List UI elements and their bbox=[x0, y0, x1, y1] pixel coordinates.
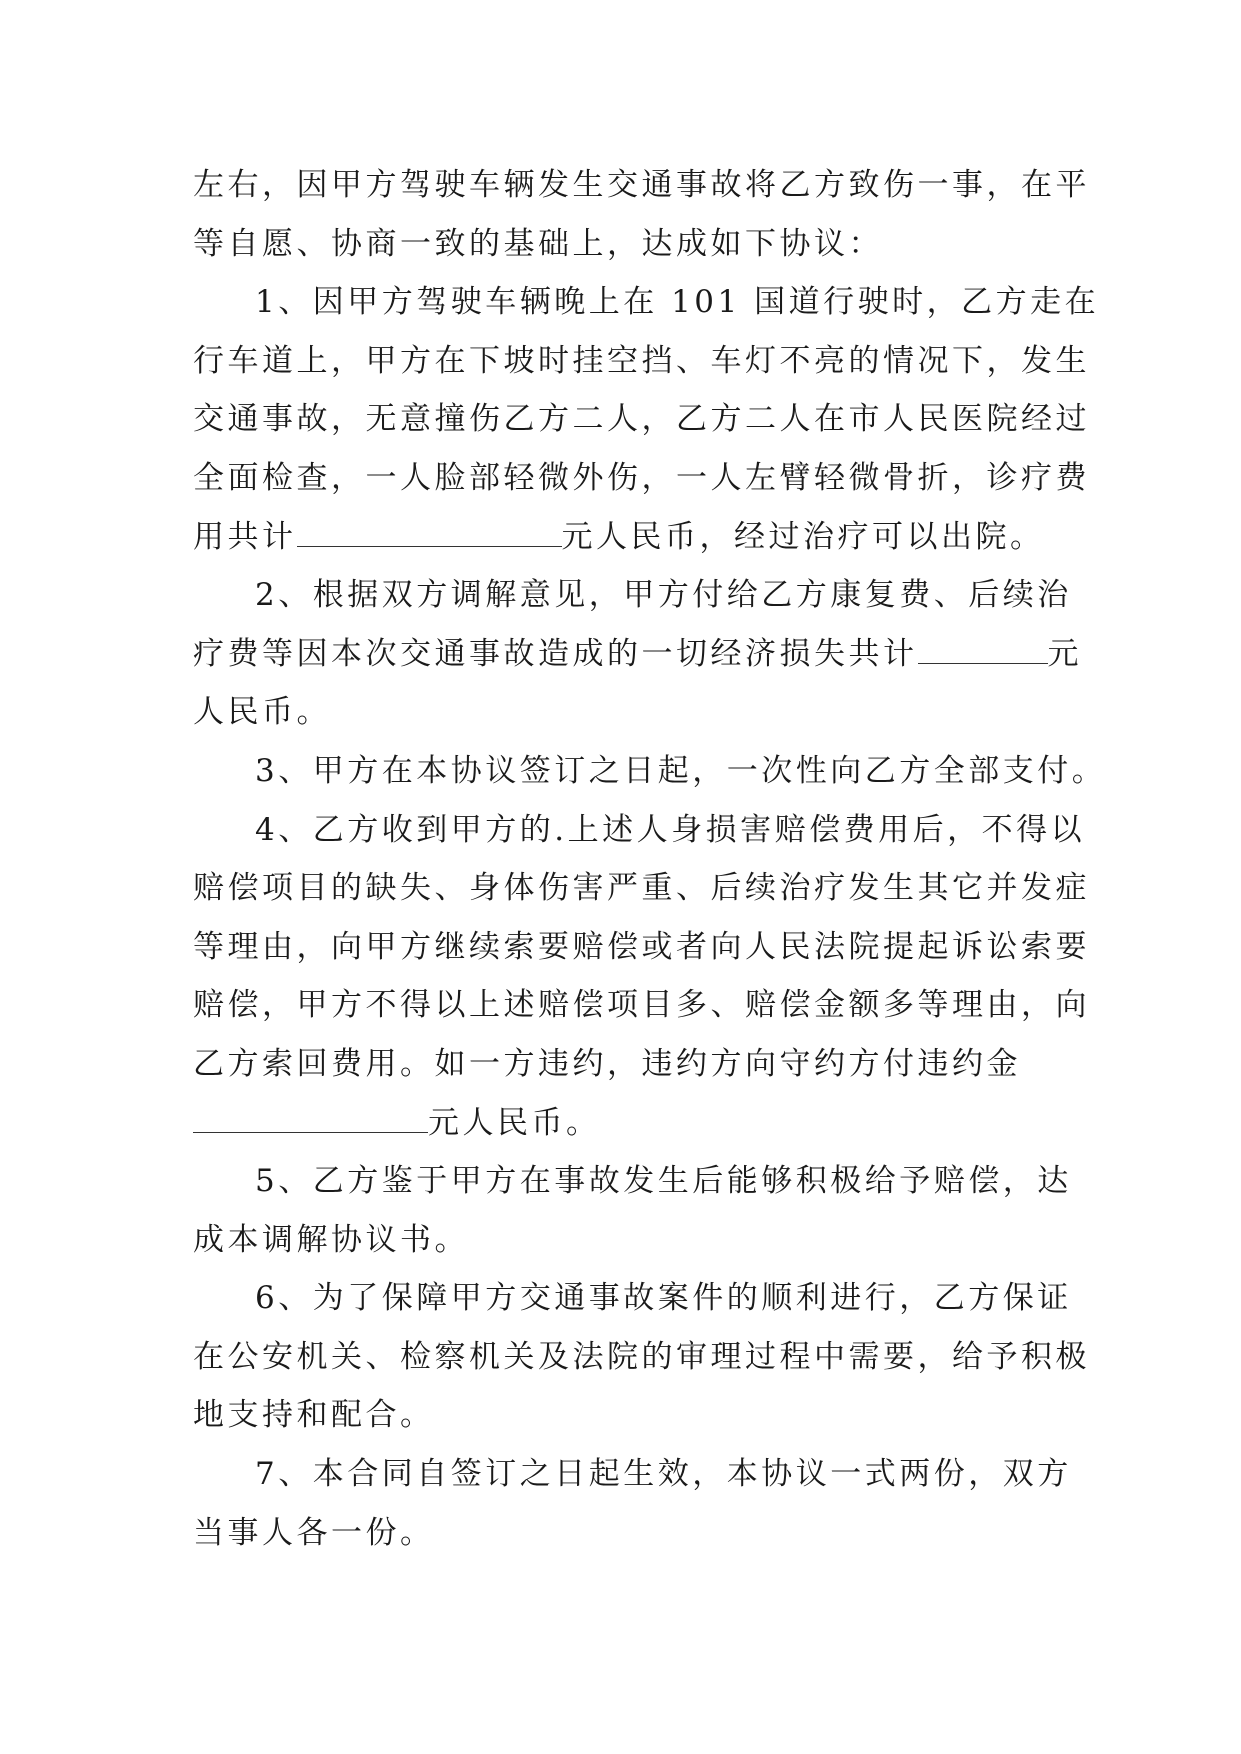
text-line: 当事人各一份。 bbox=[193, 1514, 435, 1551]
text-line bbox=[193, 1094, 1053, 1153]
clause-2-line: 2、根据双方调解意见，甲方付给乙方康复费、后续治 bbox=[255, 577, 1072, 614]
text-fragment: 疗费等因本次交通事故造成的一切经济损失共计 bbox=[193, 635, 918, 672]
text-line bbox=[193, 625, 1082, 684]
text-line: 全面检查，一人脸部轻微外伤，一人左臂轻微骨折，诊疗费 bbox=[193, 459, 1090, 496]
text-line bbox=[193, 508, 1053, 567]
text-line: 成本调解协议书。 bbox=[193, 1221, 469, 1258]
text-line: 左右，因甲方驾驶车辆发生交通事故将乙方致伤一事，在平 bbox=[193, 167, 1090, 203]
text-line: 交通事故，无意撞伤乙方二人，乙方二人在市人民医院经过 bbox=[193, 401, 1090, 438]
text-line: 等理由，向甲方继续索要赔偿或者向人民法院提起诉讼索要 bbox=[193, 928, 1090, 965]
clause-5-line: 5、乙方鉴于甲方在事故发生后能够积极给予赔偿，达 bbox=[255, 1163, 1072, 1200]
text-fragment: 用共计 bbox=[193, 518, 297, 555]
amount-blank-field[interactable] bbox=[297, 518, 562, 547]
text-line: 等自愿、协商一致的基础上，达成如下协议： bbox=[193, 225, 883, 262]
clause-4-line: 4、乙方收到甲方的.上述人身损害赔偿费用后，不得以 bbox=[255, 811, 1086, 848]
text-line: 地支持和配合。 bbox=[193, 1397, 435, 1434]
penalty-blank-field[interactable] bbox=[193, 1104, 428, 1133]
text-line: 赔偿，甲方不得以上述赔偿项目多、赔偿金额多等理由，向 bbox=[193, 987, 1090, 1024]
clause-1-line: 1、因甲方驾驶车辆晚上在 101 国道行驶时，乙方走在 bbox=[255, 284, 1100, 321]
text-fragment: 元 bbox=[1047, 635, 1082, 672]
clause-7-line: 7、本合同自签订之日起生效，本协议一式两份，双方 bbox=[255, 1456, 1072, 1493]
text-line: 乙方索回费用。如一方违约，违约方向守约方付违约金 bbox=[193, 1045, 1021, 1082]
compensation-blank-field[interactable] bbox=[918, 635, 1048, 664]
text-line: 赔偿项目的缺失、身体伤害严重、后续治疗发生其它并发症 bbox=[193, 870, 1090, 907]
text-line: 在公安机关、检察机关及法院的审理过程中需要，给予积极 bbox=[193, 1338, 1090, 1375]
text-line: 人民币。 bbox=[193, 694, 331, 731]
clause-6-line: 6、为了保障甲方交通事故案件的顺利进行，乙方保证 bbox=[255, 1280, 1072, 1317]
clause-3-line: 3、甲方在本协议签订之日起，一次性向乙方全部支付。 bbox=[255, 752, 1107, 789]
text-fragment: 元人民币。 bbox=[428, 1104, 601, 1141]
text-fragment: 元人民币，经过治疗可以出院。 bbox=[561, 518, 1045, 555]
agreement-body bbox=[193, 156, 1107, 1562]
text-line: 行车道上，甲方在下坡时挂空挡、车灯不亮的情况下，发生 bbox=[193, 342, 1090, 379]
